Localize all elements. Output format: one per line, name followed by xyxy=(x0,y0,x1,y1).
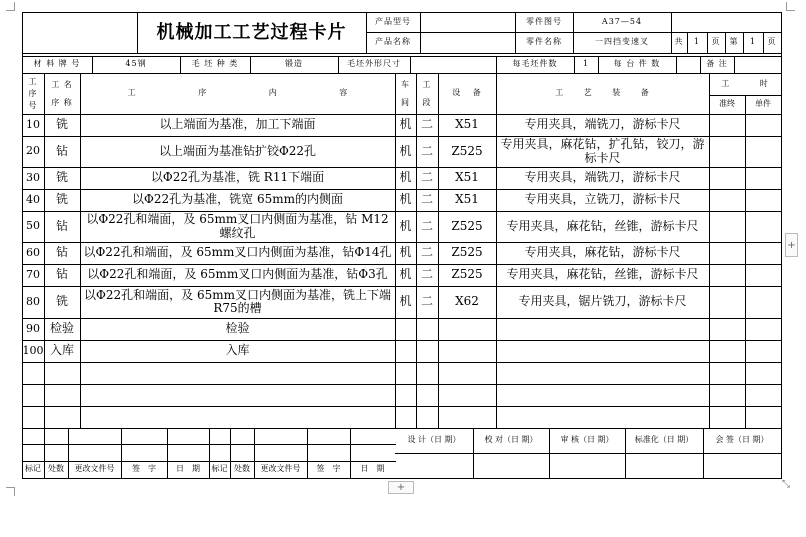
op-section-cell[interactable] xyxy=(416,318,438,340)
op-content-cell[interactable]: 以Φ22孔和端面，及 65mm叉口内侧面为基准，钻 M12螺纹孔 xyxy=(86,212,389,240)
op-section-cell[interactable]: 二 xyxy=(420,294,433,309)
per-unit-label: 每 台 件 数 xyxy=(613,59,661,69)
corner-mark-top-left xyxy=(6,2,15,11)
page-unit-2: 页 xyxy=(767,37,777,47)
op-name-cell[interactable]: 检验 xyxy=(49,321,74,336)
blank-size-value[interactable] xyxy=(410,56,496,73)
op-tooling-cell[interactable]: 专用夹具，端铣刀，游标卡尺 xyxy=(524,117,681,132)
col-header-section-1: 工 xyxy=(422,79,432,89)
op-equipment-cell[interactable]: Z525 xyxy=(451,218,483,233)
grid-line xyxy=(395,453,782,454)
revision-mark-label: 处数 xyxy=(48,464,64,474)
revision-mark-label: 处数 xyxy=(234,464,250,474)
op-equipment-cell[interactable]: X51 xyxy=(455,170,479,185)
op-equipment-cell[interactable]: Z525 xyxy=(451,267,483,282)
op-name-cell[interactable]: 铣 xyxy=(55,117,68,132)
op-name-cell[interactable]: 钻 xyxy=(55,143,68,158)
remark-label: 备 注 xyxy=(706,59,728,69)
per-blank-label: 每毛坯件数 xyxy=(512,59,558,69)
col-header-time-text: 工 时 xyxy=(721,78,769,88)
op-equipment-cell[interactable]: X62 xyxy=(455,294,479,309)
op-section-cell[interactable]: 二 xyxy=(420,143,433,158)
col-header-section xyxy=(416,73,438,114)
footer-review: 审 核（日 期） xyxy=(560,435,614,445)
op-equipment-cell[interactable] xyxy=(438,318,496,340)
grid-line xyxy=(745,95,746,429)
op-section-cell[interactable]: 二 xyxy=(420,192,433,207)
op-name-cell[interactable]: 钻 xyxy=(55,218,68,233)
op-name-cell[interactable]: 铣 xyxy=(55,192,68,207)
material-label: 材 料 牌 号 xyxy=(33,59,81,69)
op-content-cell[interactable]: 以Φ22孔和端面，及 65mm叉口内侧面为基准，钻Φ14孔 xyxy=(83,245,392,260)
col-header-equipment xyxy=(438,73,496,114)
product-model-value[interactable] xyxy=(420,12,515,32)
blank-size-label: 毛坯外形尺寸 xyxy=(347,59,401,69)
col-header-workshop-1: 车 xyxy=(401,79,410,89)
page-no-label: 第 xyxy=(729,37,739,47)
add-row-handle[interactable]: + xyxy=(388,481,414,494)
part-name-label: 零件名称 xyxy=(526,37,562,47)
op-tooling-cell[interactable]: 专用夹具，麻花钻，丝锥，游标卡尺 xyxy=(506,218,699,233)
grid-line xyxy=(22,406,782,407)
op-equipment-cell[interactable]: X51 xyxy=(455,192,479,207)
grid-line xyxy=(781,12,782,479)
col-header-section-2: 段 xyxy=(422,97,432,107)
op-content-cell[interactable]: 检验 xyxy=(225,321,250,336)
part-drawing-label: 零件图号 xyxy=(526,16,562,26)
col-header-time xyxy=(709,73,781,95)
revision-mark-label: 标记 xyxy=(25,464,41,474)
op-no-cell[interactable]: 30 xyxy=(26,170,40,184)
op-tooling-cell[interactable] xyxy=(496,318,709,340)
material-value[interactable]: 45钢 xyxy=(125,59,147,69)
revision-mark-label: 更改文件号 xyxy=(74,464,115,474)
op-no-cell[interactable]: 80 xyxy=(26,294,40,308)
op-no-cell[interactable]: 100 xyxy=(22,343,44,357)
resize-handle-icon[interactable]: ⤡ xyxy=(782,479,790,490)
col-header-content-text: 工 序 内 容 xyxy=(127,88,348,98)
col-header-tooling-text: 工 艺 装 备 xyxy=(555,88,650,98)
revision-mark-label: 日 期 xyxy=(176,464,200,474)
op-content-cell[interactable]: 以Φ22孔和端面，及 65mm叉口内侧面为基准，钻Φ3孔 xyxy=(87,267,388,282)
op-no-cell[interactable]: 90 xyxy=(26,321,40,335)
op-tooling-cell[interactable]: 专用夹具，麻花钻，扩孔钻，铰刀，游标卡尺 xyxy=(500,137,705,165)
col-header-seq-3: 号 xyxy=(28,100,38,110)
per-blank-value[interactable]: 1 xyxy=(582,59,590,69)
col-header-seq-2: 序 xyxy=(28,88,38,98)
op-section-cell[interactable]: 二 xyxy=(420,267,433,282)
blank-type-value[interactable]: 锻造 xyxy=(285,59,303,69)
revision-mark-label: 签 字 xyxy=(132,464,156,474)
grid-line xyxy=(22,384,782,385)
add-column-handle[interactable]: + xyxy=(785,233,798,257)
op-content-cell[interactable]: 以Φ22孔为基准，铣 R11下端面 xyxy=(150,170,325,185)
op-section-cell[interactable] xyxy=(416,340,438,362)
op-no-cell[interactable]: 60 xyxy=(26,245,40,259)
footer-standard: 标准化（日 期） xyxy=(634,435,694,445)
op-workshop-cell[interactable]: 机 xyxy=(399,192,412,207)
op-tooling-cell[interactable] xyxy=(496,340,709,362)
total-pages[interactable]: 1 xyxy=(693,37,701,47)
col-header-tooling xyxy=(496,73,709,114)
op-name-cell[interactable]: 钻 xyxy=(55,245,68,260)
card-title: 机械加工工艺过程卡片 xyxy=(156,21,347,43)
col-header-equipment-text: 设 备 xyxy=(452,88,482,98)
op-tooling-cell[interactable]: 专用夹具，立铣刀，游标卡尺 xyxy=(524,192,681,207)
op-section-cell[interactable]: 二 xyxy=(420,117,433,132)
op-content-cell[interactable]: 以上端面为基准钻扩铰Φ22孔 xyxy=(158,143,317,158)
col-header-workshop xyxy=(395,73,416,114)
footer-proofread: 校 对（日 期） xyxy=(484,435,538,445)
op-workshop-cell[interactable]: 机 xyxy=(399,294,412,309)
op-no-cell[interactable]: 50 xyxy=(26,219,40,233)
op-equipment-cell[interactable] xyxy=(438,340,496,362)
part-drawing-value[interactable]: A37—54 xyxy=(601,16,643,26)
op-content-cell[interactable]: 以Φ22孔和端面，及 65mm叉口内侧面为基准，铣上下端 R75的槽 xyxy=(84,287,391,315)
col-header-name-2: 序 称 xyxy=(51,97,73,107)
op-tooling-cell[interactable]: 专用夹具，锯片铣刀，游标卡尺 xyxy=(518,294,687,309)
page-no[interactable]: 1 xyxy=(749,37,757,47)
grid-line xyxy=(22,362,782,363)
op-name-cell[interactable]: 铣 xyxy=(55,170,68,185)
op-section-cell[interactable]: 二 xyxy=(420,245,433,260)
op-workshop-cell[interactable]: 机 xyxy=(399,117,412,132)
grid-line xyxy=(22,478,782,479)
op-name-cell[interactable]: 钻 xyxy=(55,267,68,282)
col-header-unit: 单件 xyxy=(755,99,771,109)
page-unit: 页 xyxy=(711,37,721,47)
product-name-label: 产品名称 xyxy=(375,37,411,47)
col-header-seq xyxy=(22,73,44,114)
op-workshop-cell[interactable]: 机 xyxy=(399,170,412,185)
op-content-cell[interactable]: 以Φ22孔为基准，铣宽 65mm的内侧面 xyxy=(132,192,343,207)
op-workshop-cell[interactable] xyxy=(395,318,416,340)
corner-mark-top-right xyxy=(786,2,795,11)
footer-countersign: 会 签（日 期） xyxy=(715,435,769,445)
per-unit-value[interactable] xyxy=(676,56,700,73)
op-equipment-cell[interactable]: Z525 xyxy=(451,245,483,260)
op-no-cell[interactable]: 40 xyxy=(26,192,40,206)
op-no-cell[interactable]: 10 xyxy=(26,117,40,131)
product-name-value[interactable] xyxy=(420,32,515,53)
part-name-value[interactable]: 一四挡变速叉 xyxy=(595,37,649,47)
op-name-cell[interactable]: 铣 xyxy=(55,294,68,309)
op-no-cell[interactable]: 20 xyxy=(26,144,40,158)
op-workshop-cell[interactable]: 机 xyxy=(399,143,412,158)
col-header-workshop-2: 间 xyxy=(401,97,410,107)
op-workshop-cell[interactable]: 机 xyxy=(399,267,412,282)
op-name-cell[interactable]: 入库 xyxy=(49,343,74,358)
product-model-label: 产品型号 xyxy=(375,16,411,26)
op-workshop-cell[interactable] xyxy=(395,340,416,362)
op-section-cell[interactable]: 二 xyxy=(420,170,433,185)
corner-mark-bottom-left xyxy=(6,487,15,496)
revision-mark-label: 更改文件号 xyxy=(260,464,301,474)
revision-mark-label: 标记 xyxy=(211,464,228,474)
op-workshop-cell[interactable]: 机 xyxy=(399,245,412,260)
blank-type-label: 毛 坯 种 类 xyxy=(191,59,239,69)
op-tooling-cell[interactable]: 专用夹具，麻花钻，游标卡尺 xyxy=(524,245,681,260)
footer-design: 设 计（日 期） xyxy=(407,435,461,445)
col-header-name xyxy=(44,73,80,114)
revision-mark-label: 日 期 xyxy=(360,464,385,474)
op-tooling-cell[interactable]: 专用夹具，麻花钻，丝锥，游标卡尺 xyxy=(506,267,699,282)
op-workshop-cell[interactable]: 机 xyxy=(399,218,412,233)
col-header-prep: 准终 xyxy=(719,99,735,109)
op-section-cell[interactable]: 二 xyxy=(420,218,433,233)
op-equipment-cell[interactable]: X51 xyxy=(455,117,479,132)
grid-line xyxy=(709,73,710,429)
op-content-cell[interactable]: 以上端面为基准，加工下端面 xyxy=(159,117,316,132)
col-header-content xyxy=(80,73,395,114)
op-equipment-cell[interactable]: Z525 xyxy=(451,143,483,158)
total-label: 共 xyxy=(674,37,684,47)
grid-line xyxy=(22,53,782,54)
revision-mark-label: 签 字 xyxy=(316,464,341,474)
remark-value[interactable] xyxy=(734,56,781,73)
op-no-cell[interactable]: 70 xyxy=(26,267,40,281)
op-content-cell[interactable]: 入库 xyxy=(225,343,250,358)
op-tooling-cell[interactable]: 专用夹具，端铣刀，游标卡尺 xyxy=(524,170,681,185)
col-header-name-1: 工 名 xyxy=(51,79,73,89)
col-header-seq-1: 工 xyxy=(28,76,38,86)
